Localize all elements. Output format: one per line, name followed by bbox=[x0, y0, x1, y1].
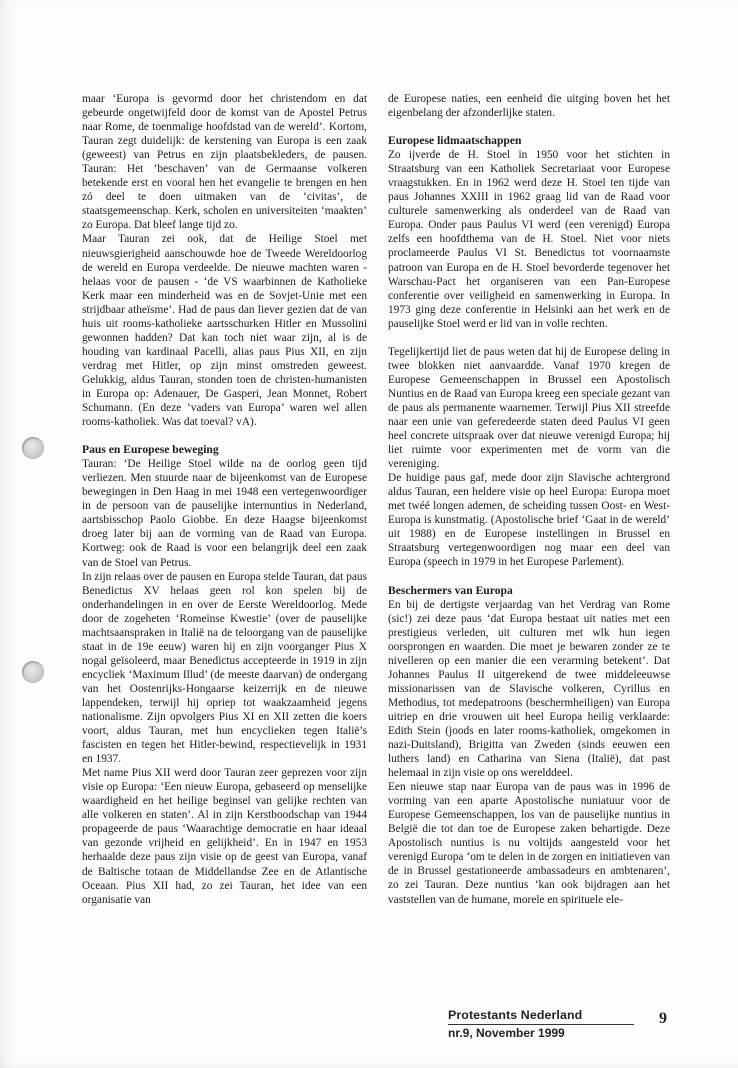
page-number: 9 bbox=[659, 1010, 667, 1027]
paragraph: Maar Tauran zei ook, dat de Heilige Stoel met nieuwsgierigheid aanschouwde hoe de Tweede Wereldoorlog de wereld en Europa verdeelde. De nieuwe machten waren - helaas voor de pausen - ‘de VS waarbinnen de Katholieke Kerk maar een minderheid was en de Sovjet-Unie met een strijdbaar atheïsme’. Had de paus dan liever gezien dat de van huis uit rooms-katholieke aartsschurken Hitler en Mussolini gewonnen hadden? Dat kan toch niet waar zijn, al is de houding van kardinaal Pacelli, alias paus Pius XII, en zijn verdrag met Hitler, op zijn minst omstreden geweest. Gelukkig, aldus Tauran, stonden toen de christen-humanisten in Europa op: Adenauer, De Gasperi, Jean Monnet, Robert Schumann. (En deze ‘vaders van Europa’ waren wel allen rooms-katholiek. Was dat toeval? vA). bbox=[82, 233, 367, 429]
paragraph: maar ‘Europa is gevormd door het christendom en dat gebeurde ongetwijfeld door de komst van de Apostel Petrus naar Rome, de toenmalige hoofdstad van de wereld’. Kortom, Tauran zegt duidelijk: de kerstening van Europa is een zaak (geweest) van Petrus en zijn plaatsbekleders, de pausen. Tauran: Het ‘beschaven’ van de Germaanse volkeren betekende erst en vooral hen het evangelie te brengen en hen zó deel te doen uitmaken van de ‘civitas’, de staatsgemeenschap. Kerk, scholen en universiteiten ‘maakten’ zo Europa. Dat bleef lange tijd zo. bbox=[82, 93, 367, 232]
section-heading-beschermers-van-europa: Beschermers van Europa bbox=[388, 583, 513, 597]
magazine-title: Protestants Nederland bbox=[448, 1008, 583, 1022]
paragraph: Met name Pius XII werd door Tauran zeer geprezen voor zijn visie op Europa: ‘Een nieuw Europa, gebaseerd op menselijke waardigheid en het heilige beginsel van gelijke rechten van alle volkeren en staten’. Al in zijn Kerstboodschap van 1944 propageerde de paus ‘Waarachtige democratie en haar ideaal van gezonde vrijheid en gelijkheid’. En in 1947 en 1953 herhaalde deze paus zijn visie op de geest van Europa, vanaf de Baltische totaan de Middellandse Zee en de Atlantische Oceaan. Pius XII had, zo zei Tauran, het idee van een organisatie van bbox=[82, 767, 367, 906]
paragraph: En bij de dertigste verjaardag van het Verdrag van Rome (sic!) zei deze paus ‘dat Europa bestaat uit naties met een prestigieus verleden, uit culturen met wlk hun iegen oorsprongen en waarden. Die moet je bewaren zonder ze te nivelleren op een manier die een verarming betekent’. Dat Johannes Paulus II uitgerekend de twee middeleeuwse missionarissen van de Slavische volkeren, Cyrillus en Methodius, tot medepatroons (beschermheiligen) van Europa uitriep en drie vrouwen uit heel Europa heilig verklaarde: Edith Stein (joods en later rooms-katholiek, omgekomen in nazi-Duitsland), Brigitta van Zweden (sinds eeuwen een luthers land) en Catharina van Siena (Italië), dat past helemaal in zijn visie op ons werelddeel. bbox=[388, 598, 670, 780]
paragraph: Tauran: ‘De Heilige Stoel wilde na de oorlog geen tijd verliezen. Men stuurde naar de bijeenkomst van de Europese bewegingen in Den Haag in mei 1948 een vertegenwoordiger in de persoon van de pauselijke internuntius in Nederland, aartsbisschop Paolo Giobbe. En deze Haagse bijeenkomst droeg later bij aan de vorming van de Raad van Europa. Kortweg: ook de Raad is voor een belangrijk deel een zaak van de Stoel van Petrus. bbox=[82, 458, 367, 569]
left-column bbox=[82, 92, 367, 907]
issue-label: nr.9, November 1999 bbox=[448, 1026, 565, 1040]
paragraph: De huidige paus gaf, mede door zijn Slavische achtergrond aldus Tauran, een heldere visie op heel Europa: Europa moet met twéé longen ademen, de scheiding tussen Oost- en West-Europa is kunstmatig. (Apostolische brief ‘Gaat in de wereld’ uit 1988) en de Europese instellingen in Brussel en Straatsburg vertegenwoordigen nog maar een deel van Europa (speech in 1979 in het Europese Parlement). bbox=[388, 472, 670, 569]
punch-hole-top bbox=[22, 437, 44, 459]
paragraph: Zo ijverde de H. Stoel in 1950 voor het stichten in Straatsburg van een Katholiek Secretariaat voor Europese vraagstukken. En in 1962 werd deze H. Stoel ten tijde van paus Johannes XXIII in 1962 graag lid van de Raad voor culturele samenwerking als onderdeel van de Raad van Europa. Onder paus Paulus VI werd (een verenigd) Europa zelfs een hoofdthema van de H. Stoel. Niet voor niets proclameerde Paulus VI St. Benedictus tot voornaamste patroon van Europa en de H. Stoel bevorderde tegenover het Warschau-Pact het organiseren van een Pan-Europese conferentie over veiligheid en samenwerking in Europa. In 1973 ging deze conferentie in Helsinki aan het werk en de pauselijke Stoel werd er lid van in volle rechten. bbox=[388, 149, 670, 330]
paragraph: de Europese naties, een eenheid die uitging boven het het eigenbelang der afzonderlijke staten. bbox=[388, 93, 670, 120]
right-column bbox=[388, 92, 670, 907]
section-heading-paus-en-europese-beweging: Paus en Europese beweging bbox=[82, 443, 219, 457]
paragraph: Een nieuwe stap naar Europa van de paus was in 1996 de vorming van een aparte Apostolische nuniatuur voor de Europese Gemeenschappen, los van de pauselijke nuntius in België die tot dan toe de Europese zaken behartigde. Deze Apostolisch nuntius is nu voltijds aangesteld voor het verenigd Europa ‘om te delen in de zorgen en initiatieven van de in Brussel gestationeerde ambassadeurs en ambtenaren’, zo zei Tauran. Deze nuntius ‘kan ook bijdragen aan het vaststellen van de humane, morele en spirituele ele- bbox=[388, 781, 670, 906]
paragraph: Tegelijkertijd liet de paus weten dat hij de Europese deling in twee blokken niet aanvaardde. Vanaf 1970 kregen de Europese Gemeenschappen in Brussel een Apostolisch Nuntius en de Raad van Europa kreeg een speciale gezant van de paus als permanente waarnemer. Terwijl Pius XII streefde naar een unie van geferedeerde staten deed Paulus VI geen heel concrete uitspraak over dat nieuwe verenigd Europa; hij liet ruimte voor experimenten met de vorm van die vereniging. bbox=[388, 345, 670, 471]
paragraph: In zijn relaas over de pausen en Europa stelde Tauran, dat paus Benedictus XV helaas geen rol kon spelen bij de onderhandelingen in en over de Eerste Wereldoorlog. Mede door de zogeheten ‘Romeinse Kwestie’ (over de pauselijke machtsaanspraken in Italië na de teloorgang van de pauselijke staat in de 19e eeuw) waren hij en zijn voorganger Pius X nogal geïsoleerd, maar Benedictus accepteerde in 1919 in zijn encycliek ‘Maximum Illud’ (de meeste daarvan) de ondergang van het Oostenrijks-Hongaarse keizerrijk en de nieuwe lappendeken, terwijl hij opriep tot waakzaamheid jegens nationalisme. Zijn opvolgers Pius XI en XII zetten die koers voort, aldus Tauran, met hun encyclieken tegen Italië’s fascisten en tegen het Hitler-bewind, respectievelijk in 1931 en 1937. bbox=[82, 570, 368, 766]
page-footer bbox=[448, 1008, 708, 1042]
section-heading-europese-lidmaatschappen: Europese lidmaatschappen bbox=[388, 134, 522, 148]
punch-hole-bottom bbox=[22, 661, 44, 683]
